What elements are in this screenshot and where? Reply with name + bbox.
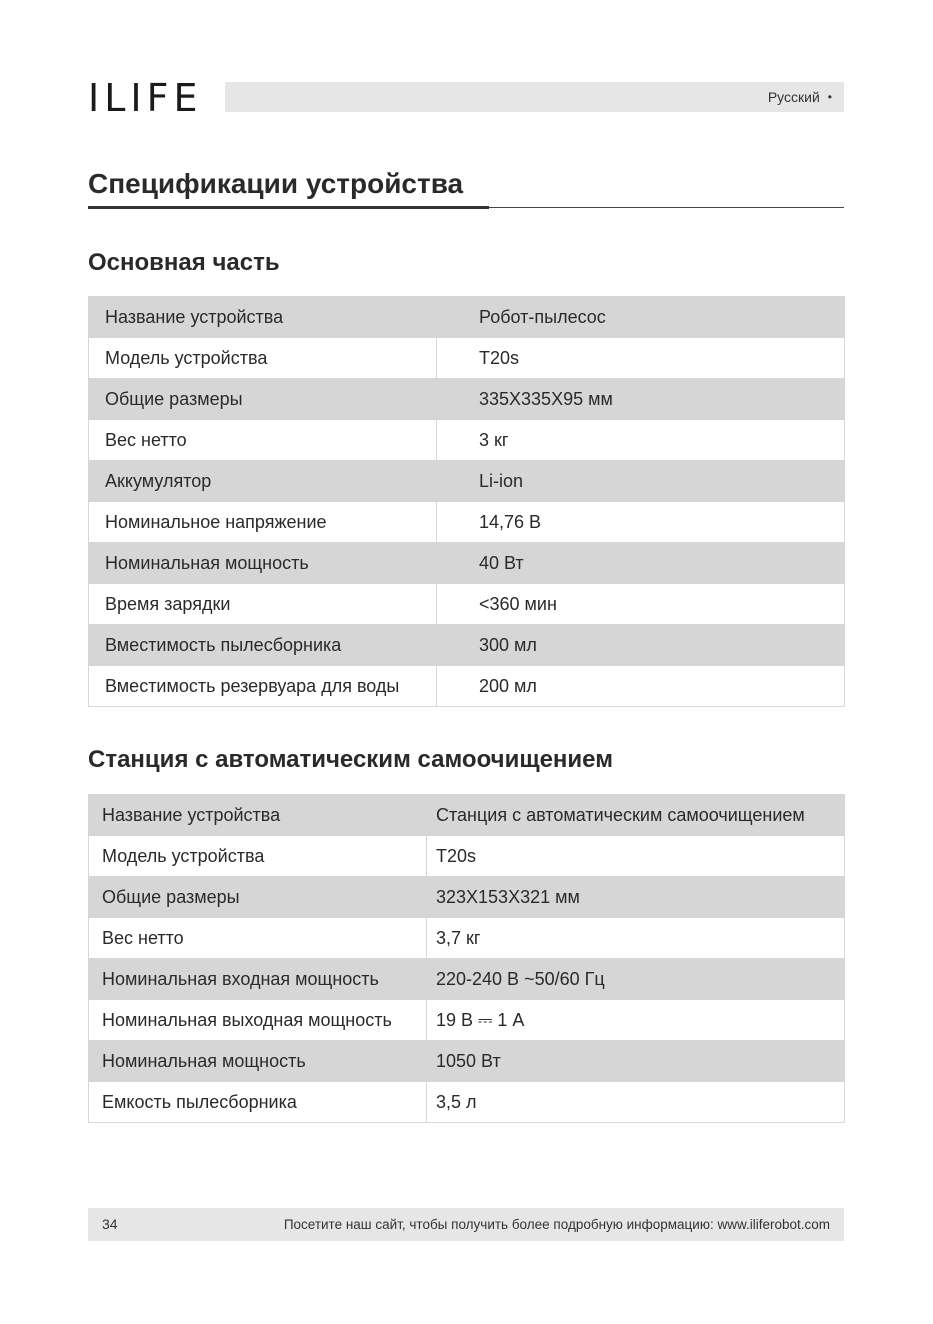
spec-key: Вместимость пылесборника	[89, 625, 437, 666]
station-spec-table	[88, 794, 845, 1123]
spec-key: Название устройства	[89, 297, 437, 338]
spec-key: Общие размеры	[89, 877, 427, 918]
spec-key: Номинальная мощность	[89, 1041, 427, 1082]
section-title-robot: Основная часть	[88, 249, 280, 276]
spec-value: Станция с автоматическим самоочищением	[427, 795, 845, 836]
table-row	[89, 502, 845, 543]
language-bar	[225, 82, 844, 112]
spec-value: 3,7 кг	[427, 918, 845, 959]
table-row	[89, 379, 845, 420]
spec-key: Номинальная входная мощность	[89, 959, 427, 1000]
spec-value: 19 В ⎓ 1 А	[427, 1000, 845, 1041]
spec-key: Номинальное напряжение	[89, 502, 437, 543]
spec-value: 40 Вт	[437, 543, 845, 584]
spec-value: 335X335X95 мм	[437, 379, 845, 420]
spec-value: Li-ion	[437, 461, 845, 502]
language-label: Русский	[767, 89, 820, 105]
spec-value: 3 кг	[437, 420, 845, 461]
table-row	[89, 1041, 845, 1082]
page-title: Спецификации устройства	[88, 168, 464, 199]
spec-key: Номинальная выходная мощность	[89, 1000, 427, 1041]
spec-value: 3,5 л	[427, 1082, 845, 1123]
spec-value: Робот-пылесос	[437, 297, 845, 338]
spec-value: 323X153X321 мм	[427, 877, 845, 918]
table-row	[89, 836, 845, 877]
table-row	[89, 297, 845, 338]
table-row	[89, 959, 845, 1000]
table-row	[89, 420, 845, 461]
section-title-station: Станция с автоматическим самоочищением	[88, 746, 613, 773]
brand-logo: ILIFE	[88, 76, 203, 120]
spec-key: Вес нетто	[89, 420, 437, 461]
spec-value: T20s	[437, 338, 845, 379]
spec-key: Номинальная мощность	[89, 543, 437, 584]
spec-value: T20s	[427, 836, 845, 877]
table-row	[89, 461, 845, 502]
spec-key: Вес нетто	[89, 918, 427, 959]
robot-spec-table	[88, 296, 845, 707]
spec-value: 300 мл	[437, 625, 845, 666]
spec-value: 220-240 В ~50/60 Гц	[427, 959, 845, 1000]
spec-value: 200 мл	[437, 666, 845, 707]
table-row	[89, 666, 845, 707]
spec-key: Общие размеры	[89, 379, 437, 420]
table-row	[89, 877, 845, 918]
spec-key: Время зарядки	[89, 584, 437, 625]
bullet-icon: •	[827, 90, 832, 104]
table-row	[89, 543, 845, 584]
spec-value: 1050 Вт	[427, 1041, 845, 1082]
table-row	[89, 918, 845, 959]
spec-key: Модель устройства	[89, 836, 427, 877]
spec-key: Вместимость резервуара для воды	[89, 666, 437, 707]
table-row	[89, 1082, 845, 1123]
spec-value: 14,76 В	[437, 502, 845, 543]
page-footer	[88, 1208, 844, 1241]
spec-key: Емкость пылесборника	[89, 1082, 427, 1123]
spec-key: Аккумулятор	[89, 461, 437, 502]
spec-key: Название устройства	[89, 795, 427, 836]
table-row	[89, 584, 845, 625]
spec-key: Модель устройства	[89, 338, 437, 379]
page-number: 34	[102, 1216, 118, 1232]
table-row	[89, 1000, 845, 1041]
table-row	[89, 795, 845, 836]
spec-value: <360 мин	[437, 584, 845, 625]
title-underline	[88, 206, 489, 209]
table-row	[89, 338, 845, 379]
table-row	[89, 625, 845, 666]
footer-note: Посетите наш сайт, чтобы получить более подробную информацию: www.iliferobot.com	[283, 1217, 830, 1232]
